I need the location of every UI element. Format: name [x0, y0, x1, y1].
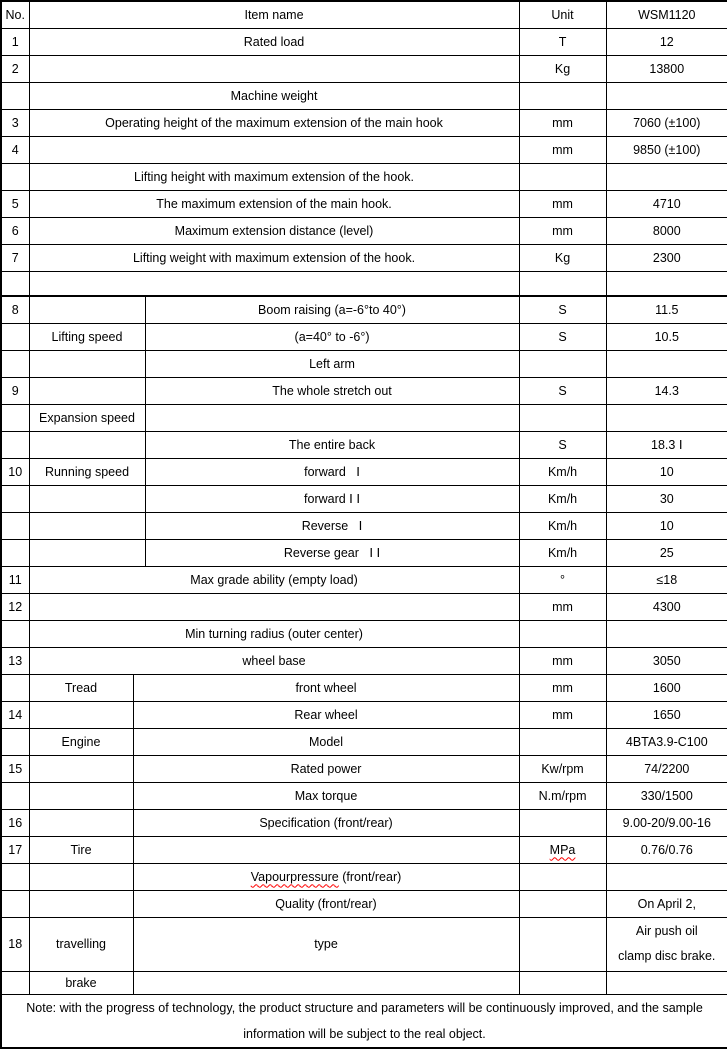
item-name-cell: Lifting weight with maximum extension of the hook.	[29, 244, 519, 271]
table-row	[1, 917, 727, 971]
row-number-cell: 3	[1, 109, 29, 136]
unit-cell	[519, 728, 606, 755]
value-line: clamp disc brake.	[618, 949, 716, 963]
row-number-cell: 4	[1, 136, 29, 163]
unit-cell: mm	[519, 136, 606, 163]
item-group-cell	[29, 809, 133, 836]
item-name-cell: forward Ⅰ Ⅰ	[145, 485, 519, 512]
value-cell	[606, 163, 727, 190]
item-group-cell	[29, 782, 133, 809]
table-row	[1, 647, 727, 674]
value-cell: On April 2,	[606, 890, 727, 917]
value-cell: 18.3 Ⅰ	[606, 431, 727, 458]
value-line: Air push oil	[635, 924, 698, 938]
row-number-cell	[1, 163, 29, 190]
note-cell: Note: with the progress of technology, the product structure and parameters will be continuously improved, and the sample information will be subject to the real object.	[1, 994, 727, 1048]
table-row	[1, 593, 727, 620]
item-name-cell	[133, 971, 519, 994]
note-row	[1, 994, 727, 1048]
item-name-cell: wheel base	[29, 647, 519, 674]
row-number-cell	[1, 971, 29, 994]
value-cell	[606, 863, 727, 890]
row-number-cell: 12	[1, 593, 29, 620]
table-row	[1, 377, 727, 404]
table-row	[1, 217, 727, 244]
row-number-cell: 6	[1, 217, 29, 244]
item-group-cell	[29, 350, 145, 377]
table-row	[1, 323, 727, 350]
item-name-cell: front wheel	[133, 674, 519, 701]
table-row	[1, 244, 727, 271]
row-number-cell	[1, 782, 29, 809]
unit-cell	[519, 620, 606, 647]
row-number-cell	[1, 539, 29, 566]
table-row	[1, 863, 727, 890]
value-cell: 7060 (±100)	[606, 109, 727, 136]
value-cell: 4710	[606, 190, 727, 217]
table-row	[1, 890, 727, 917]
row-number-cell	[1, 82, 29, 109]
row-number-cell: No.	[1, 1, 29, 28]
unit-cell	[519, 971, 606, 994]
table-row	[1, 109, 727, 136]
unit-cell	[519, 836, 606, 863]
item-name-cell: Rated power	[133, 755, 519, 782]
table-row	[1, 539, 727, 566]
row-number-cell	[1, 512, 29, 539]
table-row	[1, 674, 727, 701]
value-cell	[606, 917, 727, 971]
item-name-text: (front/rear)	[338, 869, 402, 884]
value-cell: 12	[606, 28, 727, 55]
table-row	[1, 809, 727, 836]
table-row	[1, 1, 727, 28]
item-name-cell: Rated load	[29, 28, 519, 55]
unit-cell: N.m/rpm	[519, 782, 606, 809]
value-cell: 1600	[606, 674, 727, 701]
item-name-cell: Maximum extension distance (level)	[29, 217, 519, 244]
table-row	[1, 271, 727, 296]
item-group-cell: travelling	[29, 917, 133, 971]
item-name-cell: Lifting height with maximum extension of the hook.	[29, 163, 519, 190]
unit-cell: S	[519, 377, 606, 404]
row-number-cell: 8	[1, 296, 29, 323]
unit-cell: °	[519, 566, 606, 593]
unit-cell: Unit	[519, 1, 606, 28]
value-cell	[606, 350, 727, 377]
table-row	[1, 566, 727, 593]
value-cell: 14.3	[606, 377, 727, 404]
row-number-cell: 15	[1, 755, 29, 782]
row-number-cell	[1, 485, 29, 512]
value-cell: WSM1120	[606, 1, 727, 28]
item-name-cell: (a=40° to -6°)	[145, 323, 519, 350]
unit-cell	[519, 404, 606, 431]
unit-cell: mm	[519, 701, 606, 728]
value-cell: 2300	[606, 244, 727, 271]
unit-cell	[519, 350, 606, 377]
unit-cell: Kw/rpm	[519, 755, 606, 782]
item-group-cell	[29, 377, 145, 404]
table-row	[1, 701, 727, 728]
unit-cell	[519, 809, 606, 836]
unit-cell: S	[519, 323, 606, 350]
unit-cell: T	[519, 28, 606, 55]
misspelled-word: MPa	[549, 842, 576, 857]
item-group-cell	[29, 296, 145, 323]
item-name-cell: Operating height of the maximum extension of the main hook	[29, 109, 519, 136]
value-cell: 9.00-20/9.00-16	[606, 809, 727, 836]
value-cell: 10	[606, 512, 727, 539]
row-number-cell: 13	[1, 647, 29, 674]
item-name-cell	[133, 836, 519, 863]
row-number-cell	[1, 620, 29, 647]
unit-cell	[519, 271, 606, 296]
unit-cell: Km/h	[519, 485, 606, 512]
item-name-cell: forward Ⅰ	[145, 458, 519, 485]
table-row	[1, 404, 727, 431]
item-group-cell: Tire	[29, 836, 133, 863]
table-row	[1, 296, 727, 323]
item-name-cell	[29, 136, 519, 163]
item-name-cell: Item name	[29, 1, 519, 28]
item-group-cell: Engine	[29, 728, 133, 755]
item-name-cell	[133, 863, 519, 890]
table-row	[1, 512, 727, 539]
row-number-cell	[1, 271, 29, 296]
table-row	[1, 28, 727, 55]
value-cell: 4300	[606, 593, 727, 620]
value-cell	[606, 404, 727, 431]
item-name-cell: Specification (front/rear)	[133, 809, 519, 836]
item-group-cell	[29, 863, 133, 890]
row-number-cell	[1, 674, 29, 701]
item-name-cell	[145, 404, 519, 431]
value-cell	[606, 620, 727, 647]
unit-cell: Km/h	[519, 458, 606, 485]
specification-table-body	[1, 1, 727, 1048]
row-number-cell: 17	[1, 836, 29, 863]
misspelled-word: Vapourpressure	[250, 869, 339, 884]
row-number-cell: 5	[1, 190, 29, 217]
unit-cell: Km/h	[519, 512, 606, 539]
table-row	[1, 350, 727, 377]
item-group-cell: brake	[29, 971, 133, 994]
item-name-cell	[29, 593, 519, 620]
item-name-cell: Max torque	[133, 782, 519, 809]
item-group-cell	[29, 890, 133, 917]
item-group-cell	[29, 755, 133, 782]
row-number-cell	[1, 323, 29, 350]
table-row	[1, 782, 727, 809]
row-number-cell	[1, 728, 29, 755]
value-cell: 10	[606, 458, 727, 485]
value-cell: 11.5	[606, 296, 727, 323]
row-number-cell	[1, 404, 29, 431]
item-name-cell: The entire back	[145, 431, 519, 458]
row-number-cell	[1, 890, 29, 917]
table-row	[1, 190, 727, 217]
table-row	[1, 136, 727, 163]
item-name-cell: Left arm	[145, 350, 519, 377]
item-name-cell: Reverse gear Ⅰ Ⅰ	[145, 539, 519, 566]
item-name-cell	[29, 271, 519, 296]
unit-cell: mm	[519, 647, 606, 674]
row-number-cell: 16	[1, 809, 29, 836]
item-name-cell: Quality (front/rear)	[133, 890, 519, 917]
item-name-cell: type	[133, 917, 519, 971]
unit-cell	[519, 163, 606, 190]
item-name-cell: Machine weight	[29, 82, 519, 109]
value-cell: 3050	[606, 647, 727, 674]
item-group-cell: Running speed	[29, 458, 145, 485]
item-name-cell: The maximum extension of the main hook.	[29, 190, 519, 217]
table-row	[1, 836, 727, 863]
unit-cell: Km/h	[519, 539, 606, 566]
table-row	[1, 163, 727, 190]
table-row	[1, 620, 727, 647]
unit-cell	[519, 863, 606, 890]
unit-cell: mm	[519, 190, 606, 217]
item-name-cell: Boom raising (a=-6°to 40°)	[145, 296, 519, 323]
value-cell: ≤18	[606, 566, 727, 593]
value-cell: 4BTA3.9-C100	[606, 728, 727, 755]
value-cell: 330/1500	[606, 782, 727, 809]
item-group-cell: Expansion speed	[29, 404, 145, 431]
table-row	[1, 485, 727, 512]
unit-cell	[519, 82, 606, 109]
item-name-cell: Min turning radius (outer center)	[29, 620, 519, 647]
value-cell	[606, 82, 727, 109]
table-row	[1, 458, 727, 485]
value-cell: 74/2200	[606, 755, 727, 782]
value-cell	[606, 971, 727, 994]
unit-cell	[519, 917, 606, 971]
table-row	[1, 971, 727, 994]
row-number-cell: 18	[1, 917, 29, 971]
table-row	[1, 755, 727, 782]
table-row	[1, 728, 727, 755]
row-number-cell: 2	[1, 55, 29, 82]
item-group-cell: Tread	[29, 674, 133, 701]
value-cell: 10.5	[606, 323, 727, 350]
row-number-cell	[1, 431, 29, 458]
unit-cell	[519, 890, 606, 917]
item-group-cell	[29, 539, 145, 566]
table-row	[1, 55, 727, 82]
unit-cell: mm	[519, 674, 606, 701]
row-number-cell	[1, 350, 29, 377]
row-number-cell: 11	[1, 566, 29, 593]
unit-cell: S	[519, 296, 606, 323]
value-cell: 30	[606, 485, 727, 512]
item-group-cell: Lifting speed	[29, 323, 145, 350]
unit-cell: Kg	[519, 55, 606, 82]
row-number-cell: 14	[1, 701, 29, 728]
value-cell: 1650	[606, 701, 727, 728]
item-name-cell: Model	[133, 728, 519, 755]
value-cell: 9850 (±100)	[606, 136, 727, 163]
row-number-cell: 10	[1, 458, 29, 485]
item-group-cell	[29, 701, 133, 728]
item-group-cell	[29, 512, 145, 539]
unit-cell: S	[519, 431, 606, 458]
unit-cell: Kg	[519, 244, 606, 271]
row-number-cell	[1, 863, 29, 890]
unit-cell: mm	[519, 593, 606, 620]
item-group-cell	[29, 485, 145, 512]
value-cell: 8000	[606, 217, 727, 244]
value-cell	[606, 271, 727, 296]
table-row	[1, 82, 727, 109]
value-cell: 13800	[606, 55, 727, 82]
row-number-cell: 9	[1, 377, 29, 404]
value-cell: 25	[606, 539, 727, 566]
item-name-cell: Max grade ability (empty load)	[29, 566, 519, 593]
item-name-cell: The whole stretch out	[145, 377, 519, 404]
table-row	[1, 431, 727, 458]
item-group-cell	[29, 431, 145, 458]
item-name-cell: Reverse Ⅰ	[145, 512, 519, 539]
item-name-cell	[29, 55, 519, 82]
value-cell: 0.76/0.76	[606, 836, 727, 863]
unit-cell: mm	[519, 217, 606, 244]
row-number-cell: 7	[1, 244, 29, 271]
row-number-cell: 1	[1, 28, 29, 55]
item-name-cell: Rear wheel	[133, 701, 519, 728]
unit-cell: mm	[519, 109, 606, 136]
